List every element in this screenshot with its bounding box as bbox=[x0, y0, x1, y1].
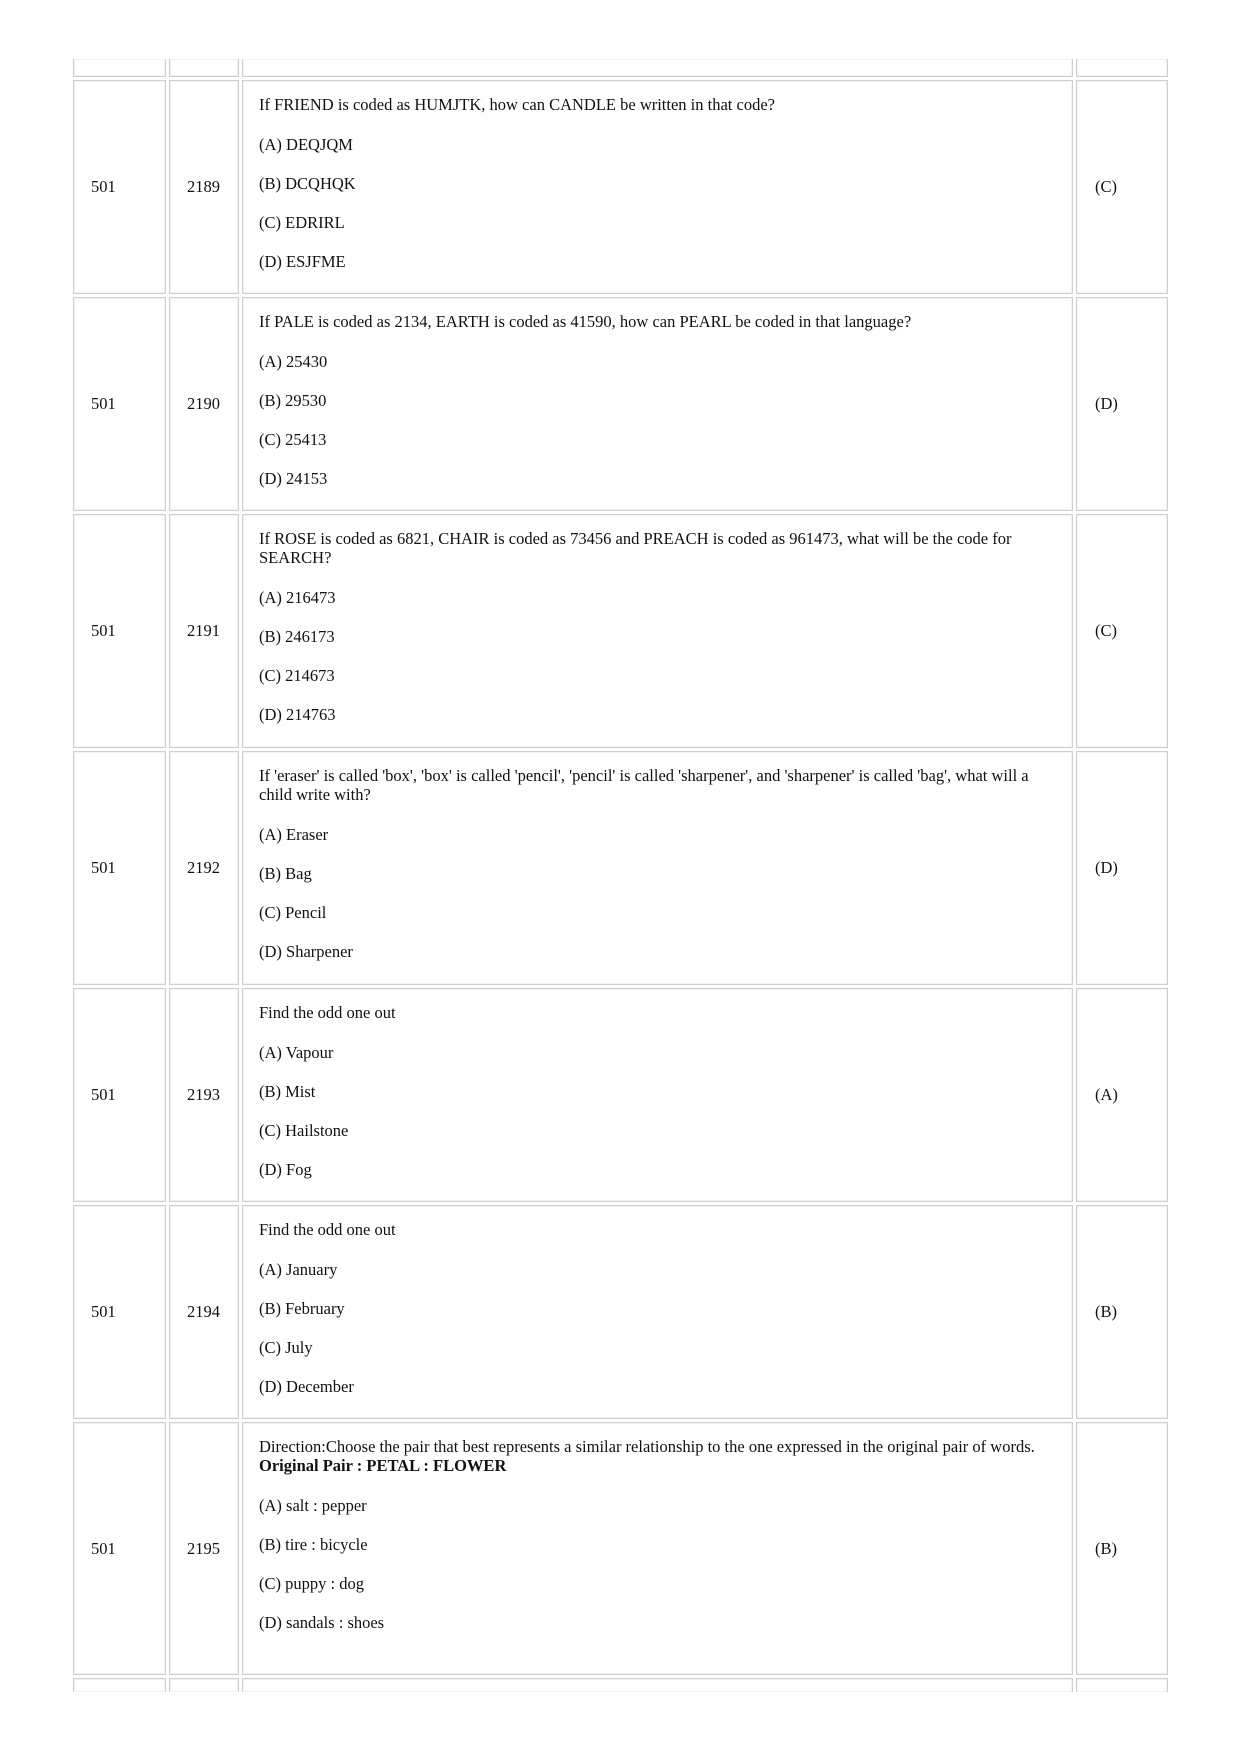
table-row bbox=[73, 751, 166, 985]
option-c: (C) 214673 bbox=[259, 666, 335, 685]
answer: (C) bbox=[1095, 177, 1117, 196]
question-cell bbox=[242, 297, 1073, 511]
option-b: (B) Mist bbox=[259, 1082, 316, 1101]
option-d: (D) December bbox=[259, 1377, 354, 1396]
question-cell bbox=[242, 1422, 1073, 1675]
question-number: 2189 bbox=[187, 177, 220, 196]
option-c: (C) EDRIRL bbox=[259, 213, 345, 232]
option-c: (C) 25413 bbox=[259, 430, 327, 449]
table-row bbox=[73, 80, 166, 294]
subject-code: 501 bbox=[91, 621, 116, 640]
answer: (A) bbox=[1095, 1085, 1118, 1104]
answer: (C) bbox=[1095, 621, 1117, 640]
table-row bbox=[169, 751, 239, 985]
option-c: (C) puppy : dog bbox=[259, 1574, 364, 1593]
option-a: (A) salt : pepper bbox=[259, 1496, 367, 1515]
question-text: If 'eraser' is called 'box', 'box' is called 'pencil', 'pencil' is called 'sharpener', and 'sharpener' is called 'bag', what will a child write with? bbox=[259, 766, 1029, 804]
answer-cell bbox=[1076, 1205, 1168, 1419]
answer-cell bbox=[1076, 751, 1168, 985]
table-row bbox=[73, 514, 166, 748]
option-b: (B) Bag bbox=[259, 864, 312, 883]
partial-cell bbox=[1076, 1678, 1168, 1692]
question-number: 2194 bbox=[187, 1302, 220, 1321]
answer: (D) bbox=[1095, 858, 1118, 877]
option-d: (D) 214763 bbox=[259, 705, 336, 724]
option-c: (C) Pencil bbox=[259, 903, 327, 922]
table-row bbox=[73, 1205, 166, 1419]
partial-cell bbox=[73, 59, 166, 77]
option-d: (D) Fog bbox=[259, 1160, 312, 1179]
option-d: (D) ESJFME bbox=[259, 252, 346, 271]
answer: (B) bbox=[1095, 1302, 1117, 1321]
question-cell bbox=[242, 988, 1073, 1202]
partial-cell bbox=[169, 1678, 239, 1692]
option-c: (C) July bbox=[259, 1338, 313, 1357]
question-number: 2191 bbox=[187, 621, 220, 640]
option-d: (D) sandals : shoes bbox=[259, 1613, 385, 1632]
answer-cell bbox=[1076, 1422, 1168, 1675]
answer-cell bbox=[1076, 988, 1168, 1202]
table-row bbox=[73, 297, 166, 511]
option-a: (A) 25430 bbox=[259, 352, 328, 371]
answer-cell bbox=[1076, 514, 1168, 748]
question-text: Find the odd one out bbox=[259, 1003, 396, 1022]
option-d: (D) Sharpener bbox=[259, 942, 353, 961]
table-row bbox=[169, 1422, 239, 1675]
option-b: (B) February bbox=[259, 1299, 345, 1318]
question-text: Direction:Choose the pair that best represents a similar relationship to the one expressed in the original pair of words. bbox=[259, 1437, 1035, 1456]
answer-cell bbox=[1076, 80, 1168, 294]
question-number: 2190 bbox=[187, 394, 220, 413]
table-row bbox=[169, 297, 239, 511]
option-a: (A) Vapour bbox=[259, 1043, 334, 1062]
option-b: (B) 246173 bbox=[259, 627, 335, 646]
table-row bbox=[169, 1205, 239, 1419]
subject-code: 501 bbox=[91, 177, 116, 196]
question-text: If FRIEND is coded as HUMJTK, how can CANDLE be written in that code? bbox=[259, 95, 775, 114]
table-row bbox=[169, 80, 239, 294]
option-a: (A) Eraser bbox=[259, 825, 329, 844]
original-pair: Original Pair : PETAL : FLOWER bbox=[259, 1456, 507, 1475]
table-row bbox=[73, 988, 166, 1202]
subject-code: 501 bbox=[91, 1085, 116, 1104]
partial-cell bbox=[73, 1678, 166, 1692]
question-cell bbox=[242, 1205, 1073, 1419]
partial-cell bbox=[169, 59, 239, 77]
subject-code: 501 bbox=[91, 1302, 116, 1321]
option-a: (A) DEQJQM bbox=[259, 135, 353, 154]
table-row bbox=[73, 1422, 166, 1675]
subject-code: 501 bbox=[91, 394, 116, 413]
question-text: If ROSE is coded as 6821, CHAIR is coded as 73456 and PREACH is coded as 961473, what will be the code for SEARCH? bbox=[259, 529, 1012, 567]
answer: (B) bbox=[1095, 1538, 1117, 1558]
option-d: (D) 24153 bbox=[259, 469, 328, 488]
option-c: (C) Hailstone bbox=[259, 1121, 349, 1140]
question-number: 2193 bbox=[187, 1085, 220, 1104]
answer-cell bbox=[1076, 297, 1168, 511]
subject-code: 501 bbox=[91, 1538, 116, 1558]
question-number: 2192 bbox=[187, 858, 220, 877]
question-text: If PALE is coded as 2134, EARTH is coded as 41590, how can PEARL be coded in that language? bbox=[259, 312, 912, 331]
table-row bbox=[169, 988, 239, 1202]
option-b: (B) DCQHQK bbox=[259, 174, 356, 193]
option-a: (A) January bbox=[259, 1260, 338, 1279]
partial-cell bbox=[242, 59, 1073, 77]
partial-cell bbox=[1076, 59, 1168, 77]
option-b: (B) tire : bicycle bbox=[259, 1535, 368, 1554]
answer: (D) bbox=[1095, 394, 1118, 413]
question-number: 2195 bbox=[187, 1538, 220, 1558]
option-b: (B) 29530 bbox=[259, 391, 327, 410]
question-cell bbox=[242, 751, 1073, 985]
table-row bbox=[169, 514, 239, 748]
question-cell bbox=[242, 514, 1073, 748]
question-text: Find the odd one out bbox=[259, 1220, 396, 1239]
question-text-block bbox=[259, 1437, 1056, 1475]
subject-code: 501 bbox=[91, 858, 116, 877]
partial-cell bbox=[242, 1678, 1073, 1692]
question-cell bbox=[242, 80, 1073, 294]
option-a: (A) 216473 bbox=[259, 588, 336, 607]
